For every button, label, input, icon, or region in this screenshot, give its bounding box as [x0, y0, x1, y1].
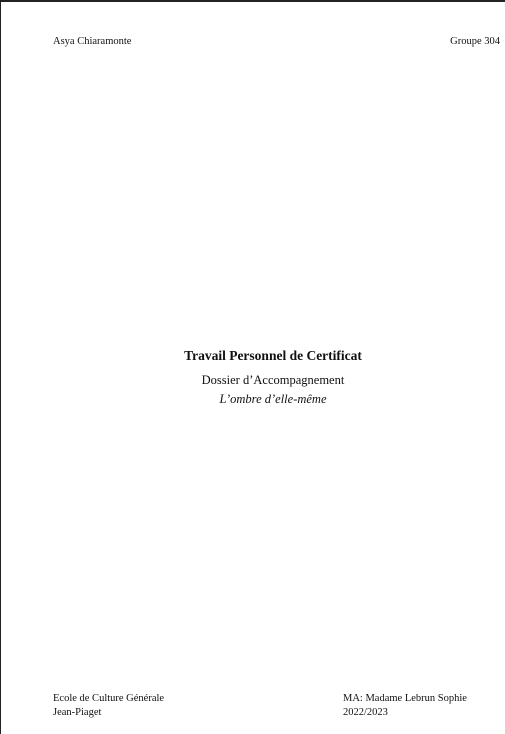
- document-subtitle: Dossier d’Accompagnement: [201, 373, 345, 387]
- supervisor-info: [343, 692, 467, 720]
- group-label: Groupe 304: [450, 36, 500, 47]
- work-title: L’ombre d’elle-même: [219, 392, 327, 406]
- school-year: 2022/2023: [343, 707, 388, 718]
- school-name-line: Ecole de Culture Générale: [53, 693, 165, 704]
- school-info: [53, 692, 164, 720]
- author-name: Asya Chiaramonte: [53, 36, 132, 47]
- school-location-line: Jean-Piaget: [53, 707, 102, 718]
- supervisor-name: MA: Madame Lebrun Sophie: [343, 693, 467, 704]
- document-title: Travail Personnel de Certificat: [184, 348, 362, 363]
- title-block: [1, 347, 505, 408]
